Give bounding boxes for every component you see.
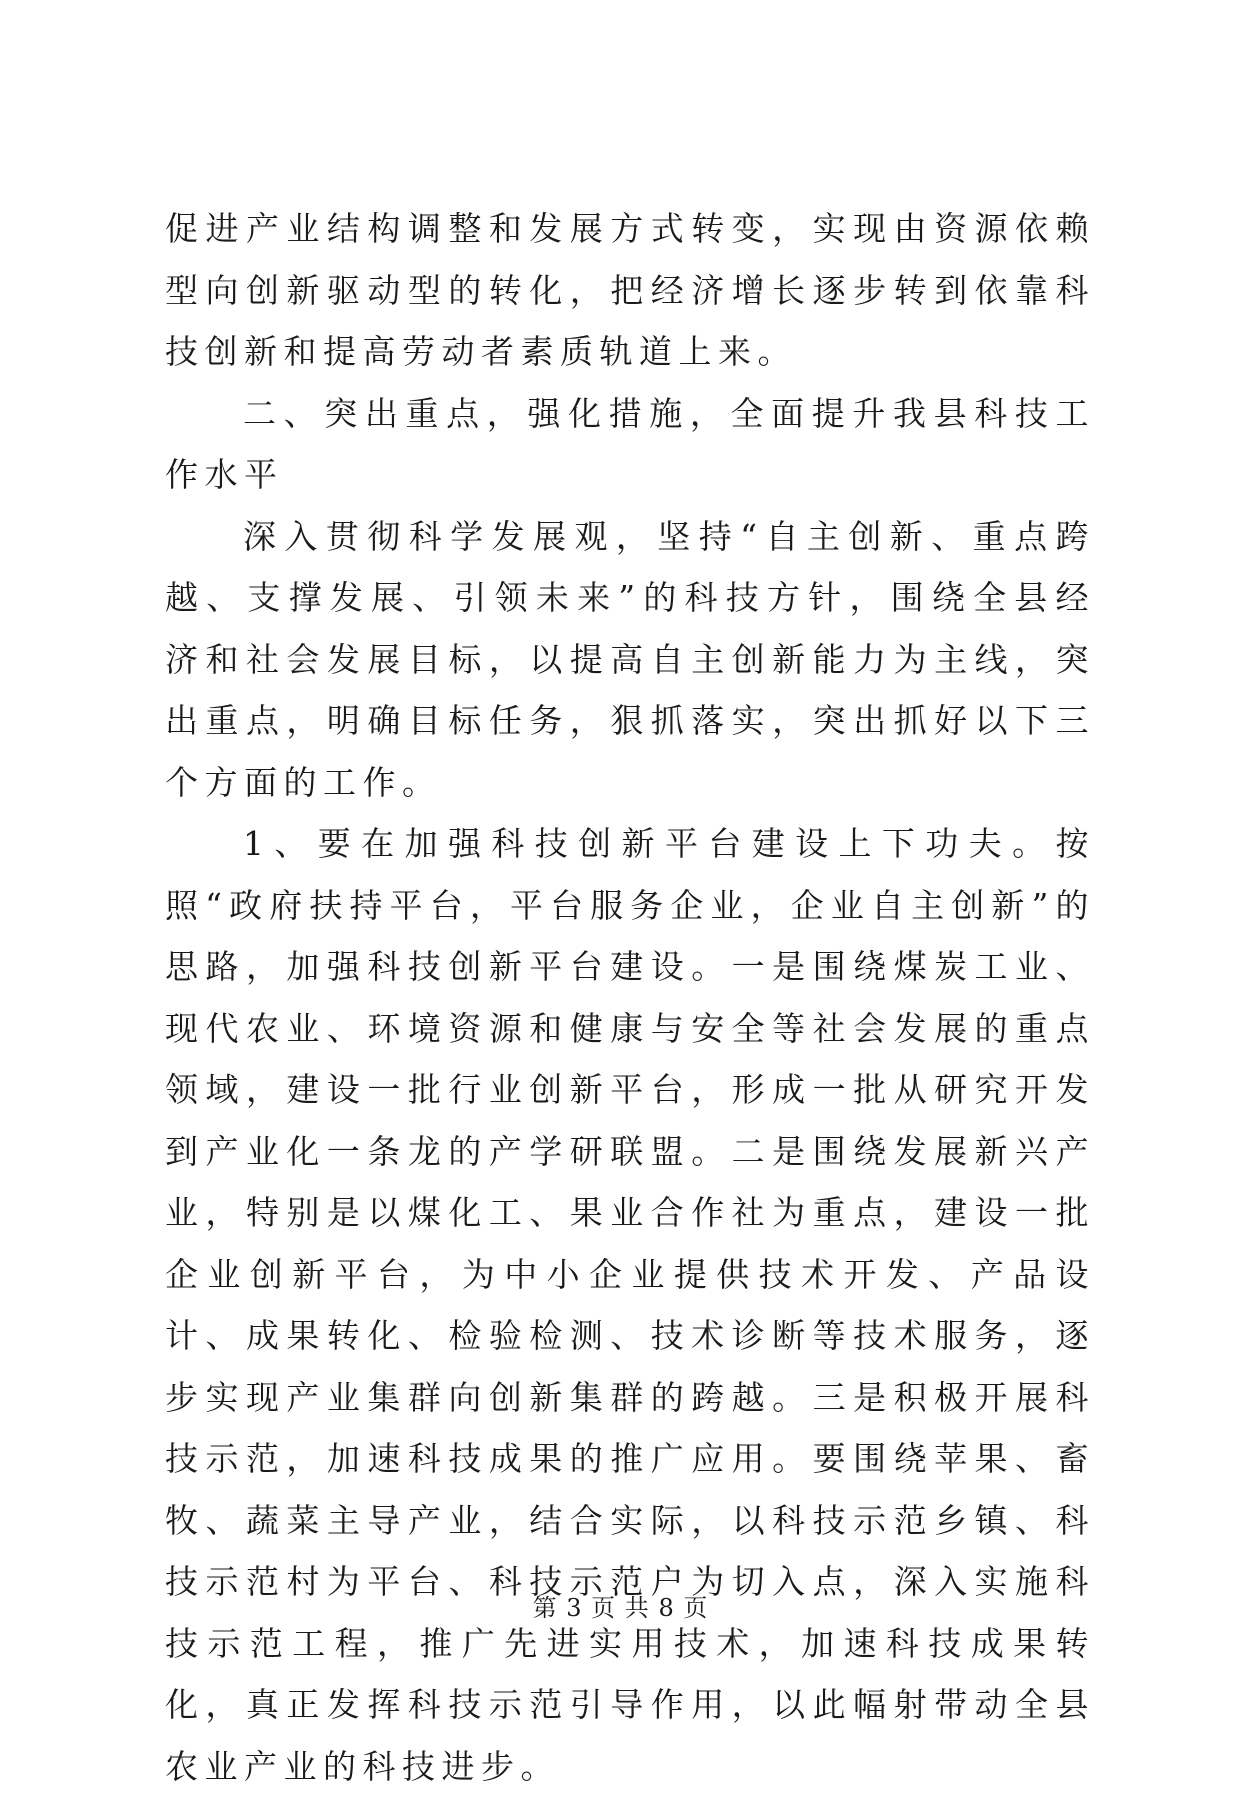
paragraph-intro: 深入贯彻科学发展观，坚持“自主创新、重点跨越、支撑发展、引领未来”的科技方针，围绕全县经济和社会发展目标，以提高自主创新能力为主线，突出重点，明确目标任务，狠抓落实，突出抓好以下三个方面的工作。 <box>165 516 1095 802</box>
page-number-footer: 第 3 页 共 8 页 <box>532 1594 709 1622</box>
paragraph-continuation: 促进产业结构调整和发展方式转变，实现由资源依赖型向创新驱动型的转化，把经济增长逐步转到依靠科技创新和提高劳动者素质轨道上来。 <box>165 209 1095 371</box>
document-body <box>165 198 1095 1797</box>
paragraph-item-1: 1、要在加强科技创新平台建设上下功夫。按照“政府扶持平台，平台服务企业，企业自主创新”的思路，加强科技创新平台建设。一是围绕煤炭工业、现代农业、环境资源和健康与安全等社会发展的重点领域，建设一批行业创新平台，形成一批从研究开发到产业化一条龙的产学研联盟。二是围绕发展新兴产业，特别是以煤化工、果业合作社为重点，建设一批企业创新平台，为中小企业提供技术开发、产品设计、成果转化、检验检测、技术诊断等技术服务，逐步实现产业集群向创新集群的跨越。三是积极开展科技示范，加速科技成果的推广应用。要围绕苹果、畜牧、蔬菜主导产业，结合实际，以科技示范乡镇、科技示范村为平台、科技示范户为切入点，深入实施科技示范工程，推广先进实用技术，加速科技成果转化，真正发挥科技示范引导作用，以此幅射带动全县农业产业的科技进步。 <box>165 824 1095 1786</box>
section-heading: 二、突出重点，强化措施，全面提升我县科技工作水平 <box>165 393 1095 494</box>
